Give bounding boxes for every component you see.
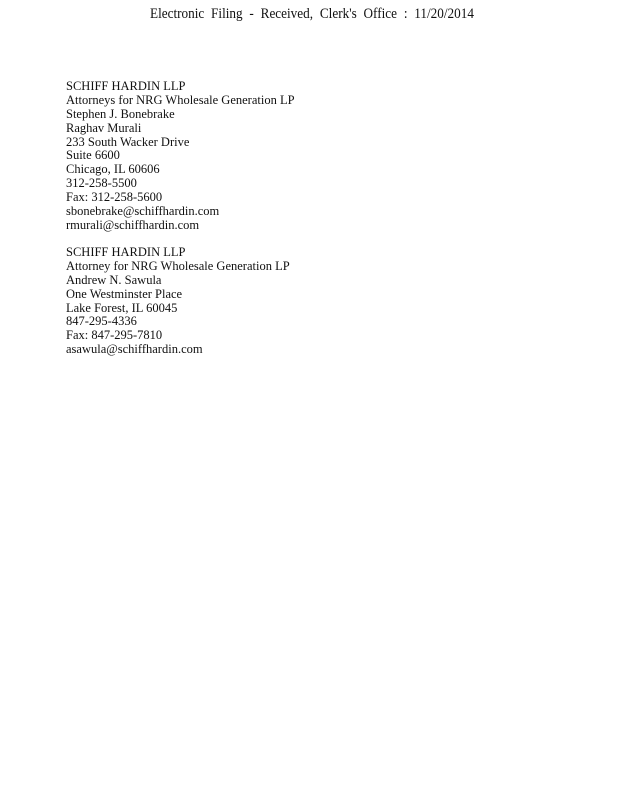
attorney-name: Stephen J. Bonebrake — [66, 106, 175, 121]
attorney-name: Andrew N. Sawula — [66, 272, 162, 287]
fax-number: Fax: 312-258-5600 — [66, 190, 163, 205]
email-address: rmurali@schiffhardin.com — [66, 217, 200, 232]
suite: Suite 6600 — [66, 148, 120, 163]
firm-name: SCHIFF HARDIN LLP — [66, 245, 186, 259]
service-block-schiff-hardin-chicago — [66, 80, 295, 233]
email-address: asawula@schiffhardin.com — [66, 342, 203, 357]
attorney-role: Attorneys for NRG Wholesale Generation LP — [66, 92, 295, 107]
phone-number: 312-258-5500 — [66, 176, 137, 191]
attorney-name: Raghav Murali — [66, 120, 142, 135]
filing-stamp: Electronic Filing - Received, Clerk's Office : 11/20/2014 — [150, 6, 474, 22]
phone-number: 847-295-4336 — [66, 314, 137, 329]
fax-number: Fax: 847-295-7810 — [66, 328, 163, 343]
city-state-zip: Lake Forest, IL 60045 — [66, 300, 178, 315]
attorney-role: Attorney for NRG Wholesale Generation LP — [66, 258, 290, 273]
city-state-zip: Chicago, IL 60606 — [66, 162, 160, 177]
firm-name: SCHIFF HARDIN LLP — [66, 79, 186, 93]
street-address: 233 South Wacker Drive — [66, 134, 190, 149]
street-address: One Westminster Place — [66, 286, 183, 301]
email-address: sbonebrake@schiffhardin.com — [66, 204, 220, 219]
service-block-schiff-hardin-lake-forest — [66, 246, 290, 357]
